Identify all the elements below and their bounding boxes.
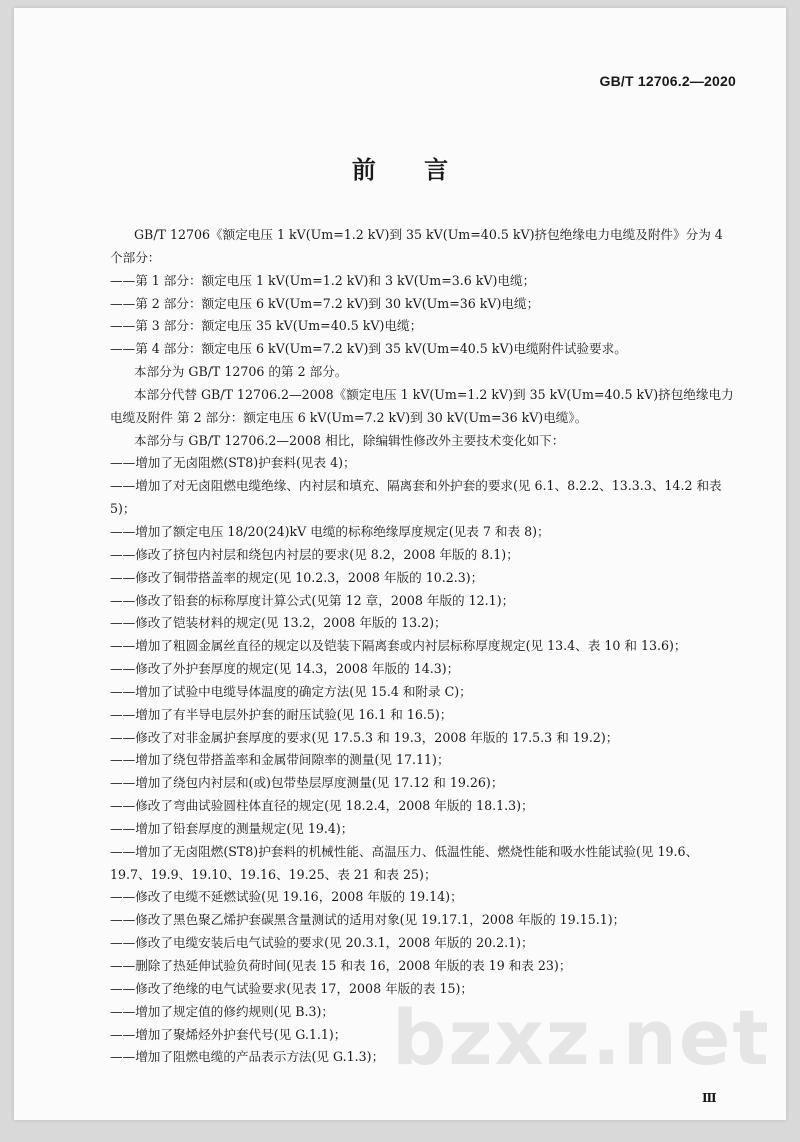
list-item: ——增加了无卤阻燃(ST8)护套料的机械性能、高温压力、低温性能、燃烧性能和吸水性能试验(见 19.6、19.7、19.9、19.10、19.16、19.25、表 21 和表 25)；	[110, 843, 699, 882]
list-item: ——增加了绕包内衬层和(或)包带垫层厚度测量(见 17.12 和 19.26)；	[110, 775, 504, 791]
watermark: bzxz.net	[392, 993, 771, 1082]
list-item: ——增加了阻燃电缆的产品表示方法(见 G.1.3)；	[110, 1049, 385, 1065]
list-item: ——修改了弯曲试验圆柱体直径的规定(见 18.2.4，2008 年版的 18.1.3)；	[110, 798, 534, 814]
foreword-body	[110, 224, 734, 1069]
list-item: ——增加了铅套厚度的测量规定(见 19.4)；	[110, 820, 354, 836]
list-item: ——第 1 部分：额定电压 1 kV(Um=1.2 kV)和 3 kV(Um=3.6 kV)电缆；	[110, 272, 536, 288]
list-item: ——修改了黑色聚乙烯护套碳黑含量测试的适用对象(见 19.17.1，2008 年版的 19.15.1)；	[110, 912, 626, 928]
list-item: ——增加了聚烯烃外护套代号(见 G.1.1)；	[110, 1026, 347, 1042]
list-item: ——第 2 部分：额定电压 6 kV(Um=7.2 kV)到 30 kV(Um=36 kV)电缆；	[110, 295, 540, 311]
list-item: ——增加了试验中电缆导体温度的确定方法(见 15.4 和附录 C)；	[110, 683, 472, 699]
list-item: ——增加了无卤阻燃(ST8)护套料(见表 4)；	[110, 455, 356, 471]
list-item: ——修改了挤包内衬层和绕包内衬层的要求(见 8.2，2008 年版的 8.1)；	[110, 546, 519, 562]
list-item: ——修改了铜带搭盖率的规定(见 10.2.3，2008 年版的 10.2.3)；	[110, 569, 484, 585]
list-item: ——修改了绝缘的电气试验要求(见表 17，2008 年版的表 15)；	[110, 980, 473, 996]
list-item: ——增加了对无卤阻燃电缆绝缘、内衬层和填充、隔离套和外护套的要求(见 6.1、8.2.2、13.3.3、14.2 和表 5)；	[110, 478, 722, 517]
list-item: ——修改了电缆安装后电气试验的要求(见 20.3.1，2008 年版的 20.2.1)；	[110, 935, 534, 951]
document-page	[14, 8, 786, 1120]
list-item: ——删除了热延伸试验负荷时间(见表 15 和表 16，2008 年版的表 19 和表 23)；	[110, 958, 572, 973]
standard-code: GB/T 12706.2—2020	[599, 73, 736, 89]
list-item: ——增加了规定值的修约规则(见 B.3)；	[110, 1003, 335, 1019]
list-item: ——第 3 部分：额定电压 35 kV(Um=40.5 kV)电缆；	[110, 318, 423, 334]
paragraph-intro: GB/T 12706《额定电压 1 kV(Um=1.2 kV)到 35 kV(Um=40.5 kV)挤包绝缘电力电缆及附件》分为 4 个部分：	[110, 227, 723, 265]
list-item: ——增加了有半导电层外护套的耐压试验(见 16.1 和 16.5)；	[110, 706, 453, 722]
list-item: ——增加了绕包带搭盖率和金属带间隙率的测量(见 17.11)；	[110, 752, 450, 768]
paragraph: 本部分为 GB/T 12706 的第 2 部分。	[134, 364, 348, 380]
list-item: ——修改了对非金属护套厚度的要求(见 17.5.3 和 19.3，2008 年版的 17.5.3 和 19.2)；	[110, 729, 619, 745]
list-item: ——修改了铠装材料的规定(见 13.2，2008 年版的 13.2)；	[110, 615, 447, 631]
list-item: ——增加了粗圆金属丝直径的规定以及铠装下隔离套或内衬层标称厚度规定(见 13.4、表 10 和 13.6)；	[110, 638, 687, 654]
list-item: ——第 4 部分：额定电压 6 kV(Um=7.2 kV)到 35 kV(Um=40.5 kV)电缆附件试验要求。	[110, 341, 627, 357]
list-item: ——修改了外护套厚度的规定(见 14.3，2008 年版的 14.3)；	[110, 661, 460, 677]
list-item: ——增加了额定电压 18/20(24)kV 电缆的标称绝缘厚度规定(见表 7 和表 8)；	[110, 523, 550, 539]
page-number: Ⅲ	[702, 1091, 717, 1105]
list-item: ——修改了铅套的标称厚度计算公式(见第 12 章，2008 年版的 12.1)；	[110, 592, 515, 608]
paragraph: 本部分代替 GB/T 12706.2—2008《额定电压 1 kV(Um=1.2 kV)到 35 kV(Um=40.5 kV)挤包绝缘电力电缆及附件 第 2 部分：额定电压 6 kV(Um=7.2 kV)到 30 kV(Um=36 kV)电缆》。	[110, 386, 734, 425]
list-item: ——修改了电缆不延燃试验(见 19.16，2008 年版的 19.14)；	[110, 889, 463, 905]
page-title: 前 言	[351, 155, 469, 184]
paragraph: 本部分与 GB/T 12706.2—2008 相比，除编辑性修改外主要技术变化如下：	[134, 432, 565, 448]
